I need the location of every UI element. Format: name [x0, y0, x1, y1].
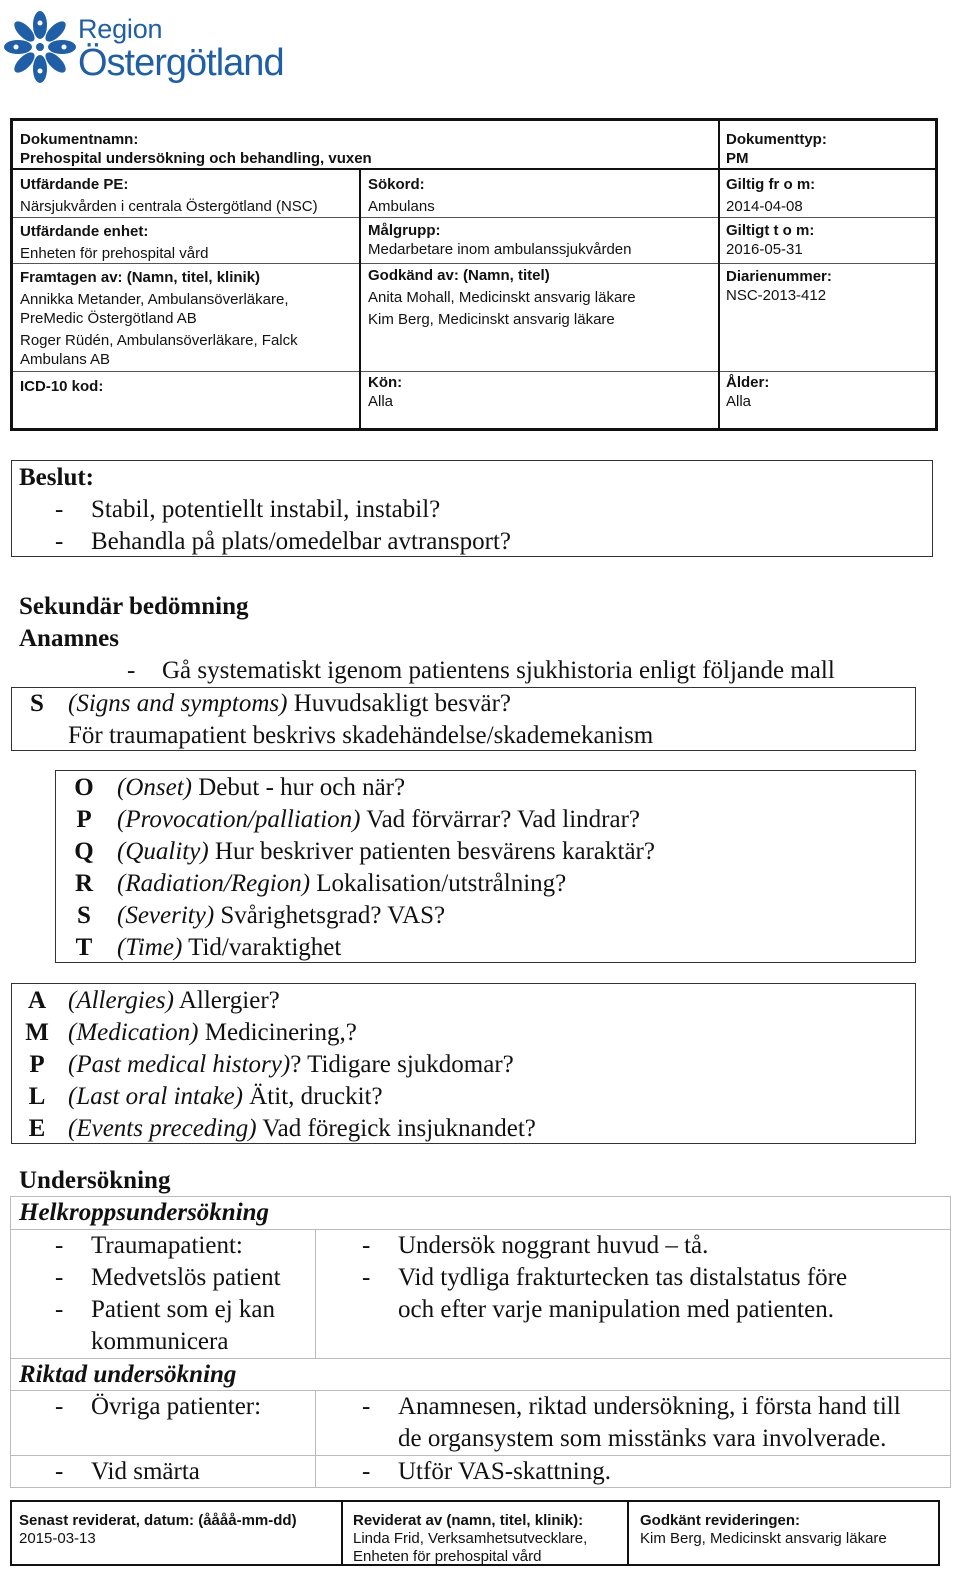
riktad-right-1a: Anamnesen, riktad undersökning, i första hand till: [398, 1393, 901, 1420]
giltig-tom-value: 2016-05-31: [726, 241, 803, 258]
revised-by-line2: Enheten för prehospital vård: [353, 1548, 542, 1565]
logo-text-ostergotland: Östergötland: [78, 42, 284, 84]
opqrst-letter: S: [77, 902, 91, 929]
sekundar-heading: Sekundär bedömning: [19, 593, 249, 620]
riktad-right-dash-1: -: [362, 1393, 371, 1420]
riktad-heading: Riktad undersökning: [19, 1361, 237, 1388]
giltig-from-label: Giltig fr o m:: [726, 176, 816, 193]
beslut-heading: Beslut:: [19, 464, 94, 491]
framtagen-line1: Annikka Metander, Ambulansöverläkare,: [20, 291, 289, 308]
flower-logo-icon: [2, 8, 78, 86]
approved-value: Kim Berg, Medicinskt ansvarig läkare: [640, 1530, 887, 1547]
alder-value: Alla: [726, 393, 752, 410]
icd-label: ICD-10 kod:: [20, 378, 104, 395]
riktad-right-2: Utför VAS-skattning.: [398, 1458, 611, 1485]
ampel-item: [68, 1049, 514, 1081]
signs-symptoms-line: [68, 688, 511, 720]
giltig-tom-cell: [726, 221, 814, 259]
malgrupp-label: Målgrupp:: [368, 222, 441, 239]
dokumentnamn-label: Dokumentnamn:: [20, 131, 139, 148]
ampel-item: [68, 1017, 357, 1049]
riktad-left-2: Vid smärta: [91, 1458, 200, 1485]
helkropp-right-dash-2: -: [362, 1264, 371, 1291]
ampel-term: (Events preceding): [68, 1115, 257, 1142]
dokumenttyp-label: Dokumenttyp:: [726, 131, 827, 148]
utfardande-pe-value: Närsjukvården i centrala Östergötland (NSC): [20, 198, 318, 215]
sokord-value: Ambulans: [368, 198, 435, 215]
riktad-right-dash-2: -: [362, 1458, 371, 1485]
signs-symptoms-text: Huvudsakligt besvär?: [287, 690, 511, 717]
utfardande-enhet-value: Enheten för prehospital vård: [20, 245, 209, 262]
revision-footer: [10, 1500, 940, 1566]
helkropp-left-3: Patient som ej kan: [91, 1296, 275, 1323]
ampel-term: (Last oral intake): [68, 1083, 243, 1110]
beslut-dash-2: -: [55, 528, 64, 555]
framtagen-line3: Roger Rüdén, Ambulansöverläkare, Falck: [20, 332, 298, 349]
revision-date-value: 2015-03-13: [19, 1530, 96, 1547]
opqrst-text: Debut - hur och när?: [191, 774, 406, 801]
revised-by-cell: [353, 1512, 587, 1566]
malgrupp-cell: [368, 221, 631, 259]
framtagen-label: Framtagen av: (Namn, titel, klinik): [20, 269, 261, 286]
opqrst-text: Svårighetsgrad? VAS?: [214, 902, 446, 929]
ampel-text: Medicinering,?: [198, 1019, 357, 1046]
diarienummer-label: Diarienummer:: [726, 268, 832, 285]
riktad-left-dash-2: -: [55, 1458, 64, 1485]
beslut-item-2: Behandla på plats/omedelbar avtransport?: [91, 528, 511, 555]
opqrst-term: (Onset): [117, 774, 192, 801]
ampel-item: [68, 1113, 536, 1145]
ampel-term: (Medication): [68, 1019, 199, 1046]
utfardande-pe-cell: [20, 174, 318, 218]
dokumentnamn-cell: [20, 130, 372, 168]
alder-cell: [726, 373, 769, 411]
kon-label: Kön:: [368, 374, 403, 391]
beslut-item-1: Stabil, potentiellt instabil, instabil?: [91, 496, 441, 523]
dokumenttyp-cell: [726, 130, 827, 168]
icd-cell: [20, 377, 103, 396]
riktad-left-1: Övriga patienter:: [91, 1393, 262, 1420]
helkropp-left-2: Medvetslös patient: [91, 1264, 281, 1291]
revision-date-cell: [19, 1512, 297, 1548]
helkropp-right-2b: och efter varje manipulation med patienten.: [398, 1296, 834, 1323]
ampel-letter: E: [28, 1115, 46, 1142]
godkand-line2: Kim Berg, Medicinskt ansvarig läkare: [368, 311, 615, 328]
ampel-text: Ätit, druckit?: [243, 1083, 383, 1110]
ampel-term: (Allergies): [68, 987, 174, 1014]
opqrst-letter: Q: [74, 838, 94, 865]
riktad-left-dash-1: -: [55, 1393, 64, 1420]
opqrst-term: (Time): [117, 934, 183, 961]
godkand-line1: Anita Mohall, Medicinskt ansvarig läkare: [368, 289, 636, 306]
godkand-cell: [368, 265, 636, 331]
ampel-text: Allergier?: [173, 987, 280, 1014]
opqrst-letter: P: [76, 806, 92, 833]
alder-label: Ålder:: [726, 374, 770, 391]
ampel-term: (Past medical history): [68, 1051, 291, 1078]
helkropp-left-dash-1: -: [55, 1232, 64, 1259]
opqrst-item: [117, 836, 655, 868]
ampel-letter: A: [27, 987, 47, 1014]
sokord-label: Sökord:: [368, 176, 425, 193]
logo-text-region: Region: [78, 14, 163, 44]
anamnes-heading: Anamnes: [19, 625, 120, 652]
helkropp-right-dash-1: -: [362, 1232, 371, 1259]
opqrst-letter: O: [74, 774, 94, 801]
kon-cell: [368, 373, 402, 411]
approved-label: Godkänt revideringen:: [640, 1512, 801, 1529]
document-metadata-table: [10, 118, 938, 431]
helkropp-heading: Helkroppsundersökning: [19, 1199, 270, 1226]
helkropp-left-4: kommunicera: [91, 1328, 229, 1355]
region-logo: [2, 6, 302, 86]
sokord-cell: [368, 174, 435, 218]
helkropp-right-1: Undersök noggrant huvud – tå.: [398, 1232, 709, 1259]
dokumenttyp-value: PM: [726, 150, 749, 167]
opqrst-term: (Severity): [117, 902, 215, 929]
opqrst-term: (Provocation/palliation): [117, 806, 361, 833]
opqrst-letter: T: [75, 934, 93, 961]
helkropp-left-dash-2: -: [55, 1264, 64, 1291]
helkropp-left-dash-3: -: [55, 1296, 64, 1323]
opqrst-text: Hur beskriver patienten besvärens karaktär?: [208, 838, 655, 865]
revision-date-label: Senast reviderat, datum: (åååå-mm-dd): [19, 1512, 297, 1529]
dokumentnamn-value: Prehospital undersökning och behandling, vuxen: [20, 150, 372, 167]
opqrst-item: [117, 772, 405, 804]
malgrupp-value: Medarbetare inom ambulanssjukvården: [368, 241, 632, 258]
utfardande-pe-label: Utfärdande PE:: [20, 176, 129, 193]
helkropp-right-2a: Vid tydliga frakturtecken tas distalstatus före: [398, 1264, 848, 1291]
ampel-letter: M: [25, 1019, 49, 1046]
ampel-letter: P: [29, 1051, 45, 1078]
framtagen-line4: Ambulans AB: [20, 351, 111, 368]
trauma-line: För traumapatient beskrivs skadehändelse/skademekanism: [68, 722, 654, 749]
helkropp-left-1: Traumapatient:: [91, 1232, 243, 1259]
ampel-text: ? Tidigare sjukdomar?: [290, 1051, 514, 1078]
beslut-dash-1: -: [55, 496, 64, 523]
ampel-item: [68, 985, 280, 1017]
opqrst-letter: R: [74, 870, 94, 897]
intro-dash: -: [127, 657, 136, 684]
anamnes-intro: Gå systematiskt igenom patientens sjukhistoria enligt följande mall: [162, 657, 835, 684]
utfardande-enhet-label: Utfärdande enhet:: [20, 223, 149, 240]
riktad-right-1b: de organsystem som misstänks vara involverade.: [398, 1425, 887, 1452]
opqrst-item: [117, 932, 341, 964]
opqrst-item: [117, 900, 445, 932]
opqrst-text: Lokalisation/utstrålning?: [310, 870, 567, 897]
utfardande-enhet-cell: [20, 221, 208, 265]
ampel-letter: L: [28, 1083, 46, 1110]
opqrst-text: Vad förvärrar? Vad lindrar?: [360, 806, 640, 833]
signs-symptoms-term: (Signs and symptoms): [68, 690, 288, 717]
revised-by-label: Reviderat av (namn, titel, klinik):: [353, 1512, 584, 1529]
diarienummer-value: NSC-2013-412: [726, 287, 827, 304]
diarienummer-cell: [726, 267, 832, 305]
approved-cell: [640, 1512, 887, 1548]
godkand-label: Godkänd av: (Namn, titel): [368, 267, 550, 284]
revised-by-line1: Linda Frid, Verksamhetsutvecklare,: [353, 1530, 588, 1547]
undersokning-heading: Undersökning: [19, 1167, 171, 1194]
opqrst-term: (Quality): [117, 838, 209, 865]
kon-value: Alla: [368, 393, 394, 410]
framtagen-cell: [20, 268, 298, 369]
framtagen-line2: PreMedic Östergötland AB: [20, 310, 197, 327]
ampel-item: [68, 1081, 383, 1113]
opqrst-item: [117, 868, 566, 900]
opqrst-term: (Radiation/Region): [117, 870, 311, 897]
giltig-tom-label: Giltigt t o m:: [726, 222, 815, 239]
opqrst-text: Tid/varaktighet: [182, 934, 342, 961]
giltig-from-value: 2014-04-08: [726, 198, 803, 215]
opqrst-item: [117, 804, 640, 836]
letter-s: S: [30, 690, 44, 717]
ampel-text: Vad föregick insjuknandet?: [256, 1115, 536, 1142]
giltig-from-cell: [726, 174, 815, 218]
